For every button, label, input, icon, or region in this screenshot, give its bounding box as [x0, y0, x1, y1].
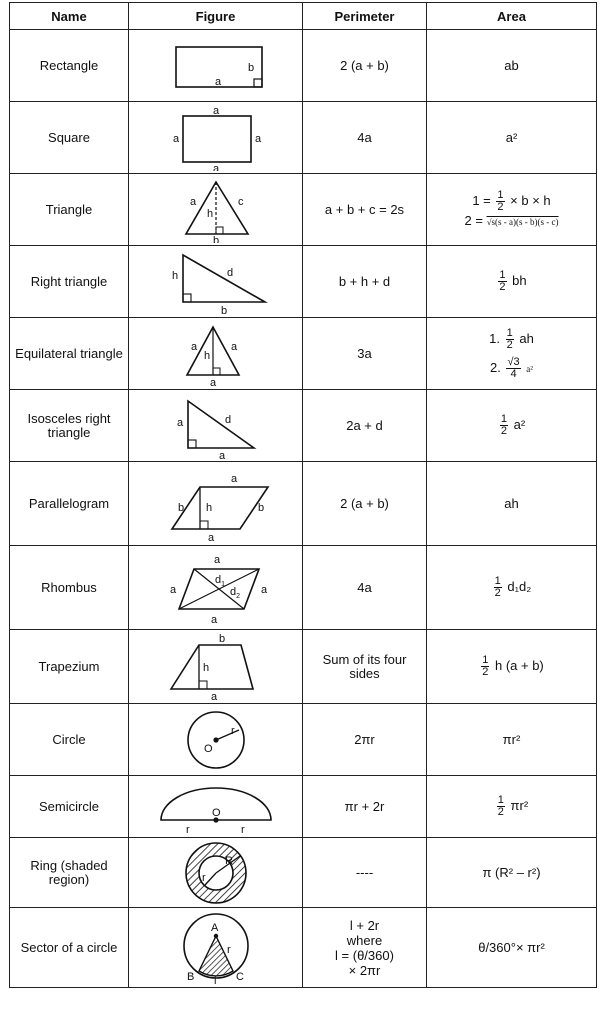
area-line-1: 1. $\frac{1}{2}$ ah [489, 326, 534, 351]
equilateral-triangle-figure [129, 318, 303, 390]
header-name: Name [10, 3, 129, 30]
label-a: a [213, 162, 220, 171]
area: πr² [427, 704, 597, 776]
trapezium-figure [129, 630, 303, 704]
label-a: a [191, 340, 198, 353]
area [427, 174, 597, 246]
table-row [10, 704, 597, 776]
table-row [10, 908, 597, 988]
label-a: a [261, 583, 268, 596]
shape-name: Semicircle [10, 776, 129, 838]
header-perimeter: Perimeter [303, 3, 427, 30]
table-row [10, 546, 597, 630]
label-d: d [227, 266, 234, 279]
label-b: b [221, 304, 228, 315]
table-row [10, 246, 597, 318]
rectangle-figure [129, 30, 303, 102]
label-b: b [258, 501, 265, 514]
table-row [10, 462, 597, 546]
area-line-2: 2 = √s(s - a)(s - b)(s - c) [464, 212, 559, 228]
label-b: b [213, 234, 220, 243]
label-h: h [204, 349, 211, 362]
label-a: a [231, 340, 238, 353]
fraction: $\frac{1}{2}$ [500, 413, 507, 437]
label-a: a [190, 195, 197, 208]
shape-name: Isosceles right triangle [10, 390, 129, 462]
label-l: l [214, 974, 217, 986]
label-h: h [203, 661, 210, 674]
label-h: h [172, 269, 179, 282]
rhombus-figure [129, 546, 303, 630]
label-c: c [238, 195, 244, 208]
perimeter-line: l = (θ/360) [335, 947, 394, 963]
perimeter: 2 (a + b) [303, 30, 427, 102]
shape-name: Rhombus [10, 546, 129, 630]
area-line-2: 2. $\frac{√3}{4}$ a² [490, 355, 533, 380]
label-r: r [202, 871, 206, 884]
perimeter: 3a [303, 318, 427, 390]
shape-name: Circle [10, 704, 129, 776]
label-a: a [231, 472, 238, 485]
label-d1: $d_1$ [215, 573, 226, 588]
label-r: r [231, 724, 235, 737]
circle-figure [129, 704, 303, 776]
table-row [10, 838, 597, 908]
area: $\frac{1}{2}$ πr² [427, 776, 597, 838]
isosceles-right-triangle-figure [129, 390, 303, 462]
formula-table [9, 2, 597, 988]
ring-figure [129, 838, 303, 908]
perimeter: 4a [303, 546, 427, 630]
fraction: $\frac{√3}{4}$ [507, 355, 520, 380]
label-a: a [177, 416, 184, 429]
label-h: h [206, 501, 213, 514]
perimeter: Sum of its four sides [303, 630, 427, 704]
label-o: O [212, 806, 221, 819]
label-d: d [225, 413, 232, 426]
area: $\frac{1}{2}$ a² [427, 390, 597, 462]
shape-name: Trapezium [10, 630, 129, 704]
fraction: $\frac{1}{2}$ [497, 794, 504, 818]
perimeter: 2a + d [303, 390, 427, 462]
parallelogram-figure [129, 462, 303, 546]
perimeter-line: l + 2r [349, 917, 380, 933]
shape-name: Parallelogram [10, 462, 129, 546]
label-r: r [186, 823, 190, 836]
label-a: a [211, 613, 218, 626]
table-row [10, 630, 597, 704]
perimeter: πr + 2r [303, 776, 427, 838]
label-A: A [211, 921, 219, 934]
label-r: r [227, 943, 231, 956]
label-d2: $d_2$ [230, 585, 241, 600]
area [427, 318, 597, 390]
shape-name: Sector of a circle [10, 908, 129, 988]
perimeter: b + h + d [303, 246, 427, 318]
area: $\frac{1}{2}$ bh [427, 246, 597, 318]
triangle-figure [129, 174, 303, 246]
label-C: C [236, 970, 244, 983]
perimeter [303, 908, 427, 988]
fraction: $\frac{1}{2}$ [499, 269, 506, 293]
label-a: a [208, 531, 215, 543]
header-area: Area [427, 3, 597, 30]
area-line-1: 1 = $\frac{1}{2}$ × b × h [472, 188, 551, 213]
table-row [10, 776, 597, 838]
perimeter-line: where [346, 932, 383, 948]
header-figure: Figure [129, 3, 303, 30]
label-b: b [178, 501, 185, 514]
label-a: a [211, 690, 218, 701]
label-h: h [207, 207, 214, 220]
area: π (R² – r²) [427, 838, 597, 908]
shape-name: Right triangle [10, 246, 129, 318]
semicircle-figure [129, 776, 303, 838]
shape-name: Ring (shaded region) [10, 838, 129, 908]
table-row [10, 318, 597, 390]
label-a: a [219, 449, 226, 459]
area: $\frac{1}{2}$ d₁d₂ [427, 546, 597, 630]
perimeter: 2πr [303, 704, 427, 776]
fraction: $\frac{1}{2}$ [497, 188, 504, 213]
fraction: $\frac{1}{2}$ [494, 575, 501, 599]
label-a: a [255, 132, 262, 145]
label-b: b [248, 61, 255, 74]
label-o: O [204, 742, 213, 755]
area: ab [427, 30, 597, 102]
table-row [10, 30, 597, 102]
square-figure [129, 102, 303, 174]
area: θ/360°× πr² [427, 908, 597, 988]
perimeter: a + b + c = 2s [303, 174, 427, 246]
table-row [10, 102, 597, 174]
header-row [10, 3, 597, 30]
perimeter-line: × 2πr [348, 962, 381, 978]
fraction: $\frac{1}{2}$ [482, 654, 489, 678]
label-a: a [213, 104, 220, 117]
shape-name: Triangle [10, 174, 129, 246]
label-a: a [210, 376, 217, 387]
label-b: b [219, 632, 226, 645]
area: $\frac{1}{2}$ h (a + b) [427, 630, 597, 704]
table-row [10, 174, 597, 246]
area: ah [427, 462, 597, 546]
label-a: a [173, 132, 180, 145]
label-a: a [170, 583, 177, 596]
shape-name: Equilateral triangle [10, 318, 129, 390]
right-triangle-figure [129, 246, 303, 318]
shape-name: Square [10, 102, 129, 174]
label-a: a [214, 553, 221, 566]
label-r: r [241, 823, 245, 836]
table-row [10, 390, 597, 462]
perimeter: 4a [303, 102, 427, 174]
area: a² [427, 102, 597, 174]
perimeter: 2 (a + b) [303, 462, 427, 546]
sector-figure [129, 908, 303, 988]
fraction: $\frac{1}{2}$ [506, 326, 513, 351]
label-B: B [187, 970, 195, 983]
perimeter: ---- [303, 838, 427, 908]
shape-name: Rectangle [10, 30, 129, 102]
label-a: a [215, 75, 222, 88]
label-R: R [225, 854, 233, 867]
